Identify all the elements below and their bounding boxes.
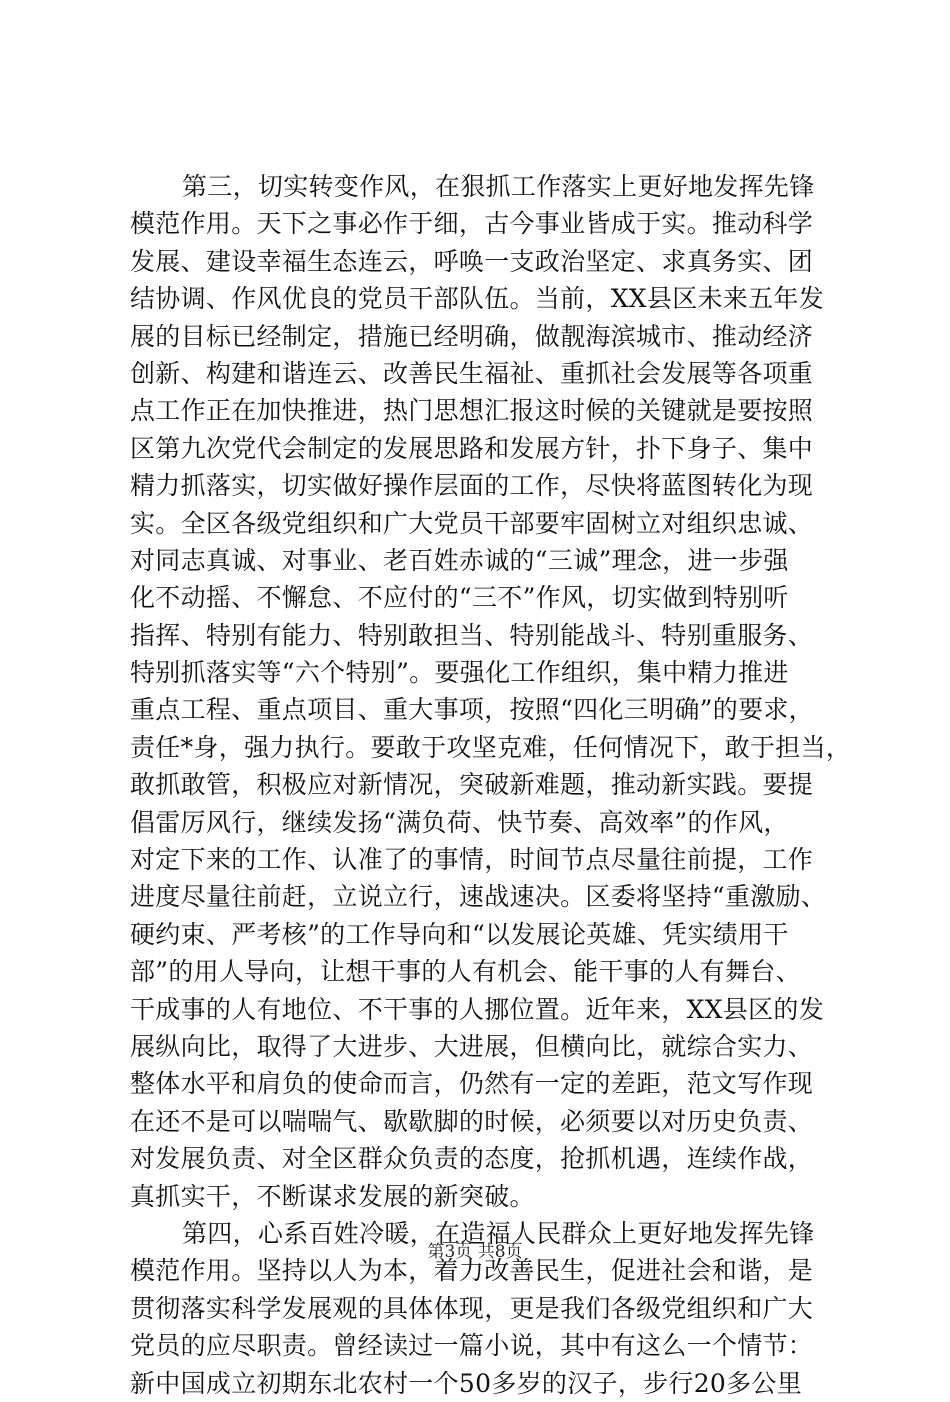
paragraph-line: 发展、建设幸福生态连云，呼唤一支政治坚定、求真务实、团 [130,246,814,276]
paragraph-line: 模范作用。天下之事必作于细，古今事业皆成于实。推动科学 [130,209,814,239]
paragraph-line: 敢抓敢管，积极应对新情况，突破新难题，推动新实践。要提 [130,770,814,800]
paragraph-line: 精力抓落实，切实做好操作层面的工作，尽快将蓝图转化为现 [130,471,814,501]
paragraph-line: 点工作正在加快推进，热门思想汇报这时候的关键就是要按照 [130,396,814,426]
paragraph-line: 特别抓落实等“六个特别”。要强化工作组织，集中精力推进 [130,658,789,688]
paragraph-line: 贯彻落实科学发展观的具体体现，更是我们各级党组织和广大 [130,1293,814,1323]
paragraph-line: 倡雷厉风行，继续发扬“满负荷、快节奏、高效率”的作风， [130,807,789,837]
page-number-footer: 第3页 共8页 [427,1242,523,1262]
paragraph-line: 创新、构建和谐连云、改善民生福祉、重抓社会发展等各项重 [130,358,814,388]
paragraph-line: 指挥、特别有能力、特别敢担当、特别能战斗、特别重服务、 [130,620,814,650]
paragraph-line: 新中国成立初期东北农村一个50多岁的汉子，步行20多公里 [130,1368,803,1398]
paragraph-line: 模范作用。坚持以人为本，着力改善民生，促进社会和谐，是 [130,1256,814,1286]
document-body [130,168,852,1402]
paragraph-line: 第三，切实转变作风，在狠抓工作落实上更好地发挥先锋 [182,172,815,201]
paragraph-line: 党员的应尽职责。曾经读过一篇小说，其中有这么一个情节： [130,1331,814,1361]
paragraph-line: 展纵向比，取得了大进步、大进展，但横向比，就综合实力、 [130,1031,814,1061]
paragraph-line: 部”的用人导向，让想干事的人有机会、能干事的人有舞台、 [130,957,801,987]
paragraph-line: 责任*身，强力执行。要敢于攻坚克难，任何情况下，敢于担当， [130,732,852,762]
paragraph-line: 对同志真诚、对事业、老百姓赤诚的“三诚”理念，进一步强 [130,545,789,575]
paragraph-line: 结协调、作风优良的党员干部队伍。当前，XX县区未来五年发 [130,284,824,314]
paragraph-line: 进度尽量往前赶，立说立行，速战速决。区委将坚持“重激励、 [130,882,827,912]
paragraph-line: 在还不是可以喘喘气、歇歇脚的时候，必须要以对历史负责、 [130,1106,814,1136]
paragraph-line: 对发展负责、对全区群众负责的态度，抢抓机遇，连续作战， [130,1144,814,1174]
paragraph-line: 硬约束、严考核”的工作导向和“以发展论英雄、凭实绩用干 [130,919,789,949]
paragraph-line: 实。全区各级党组织和广大党员干部要牢固树立对组织忠诚、 [130,508,814,538]
paragraph-line: 化不动摇、不懈怠、不应付的“三不”作风，切实做到特别听 [130,583,789,613]
paragraph-line: 区第九次党代会制定的发展思路和发展方针，扑下身子、集中 [130,433,814,463]
paragraph-line: 真抓实干，不断谋求发展的新突破。 [130,1181,535,1211]
paragraph-line: 干成事的人有地位、不干事的人挪位置。近年来，XX县区的发 [130,994,824,1024]
paragraph-line: 重点工程、重点项目、重大事项，按照“四化三明确”的要求， [130,695,814,725]
paragraph-line: 第四，心系百姓冷暖，在造福人民群众上更好地发挥先锋 [182,1218,815,1248]
paragraph-line: 整体水平和肩负的使命而言，仍然有一定的差距，范文写作现 [130,1069,814,1099]
paragraph-line: 展的目标已经制定，措施已经明确，做靓海滨城市、推动经济 [130,321,814,351]
paragraph-line: 对定下来的工作、认准了的事情，时间节点尽量往前提，工作 [130,845,814,875]
